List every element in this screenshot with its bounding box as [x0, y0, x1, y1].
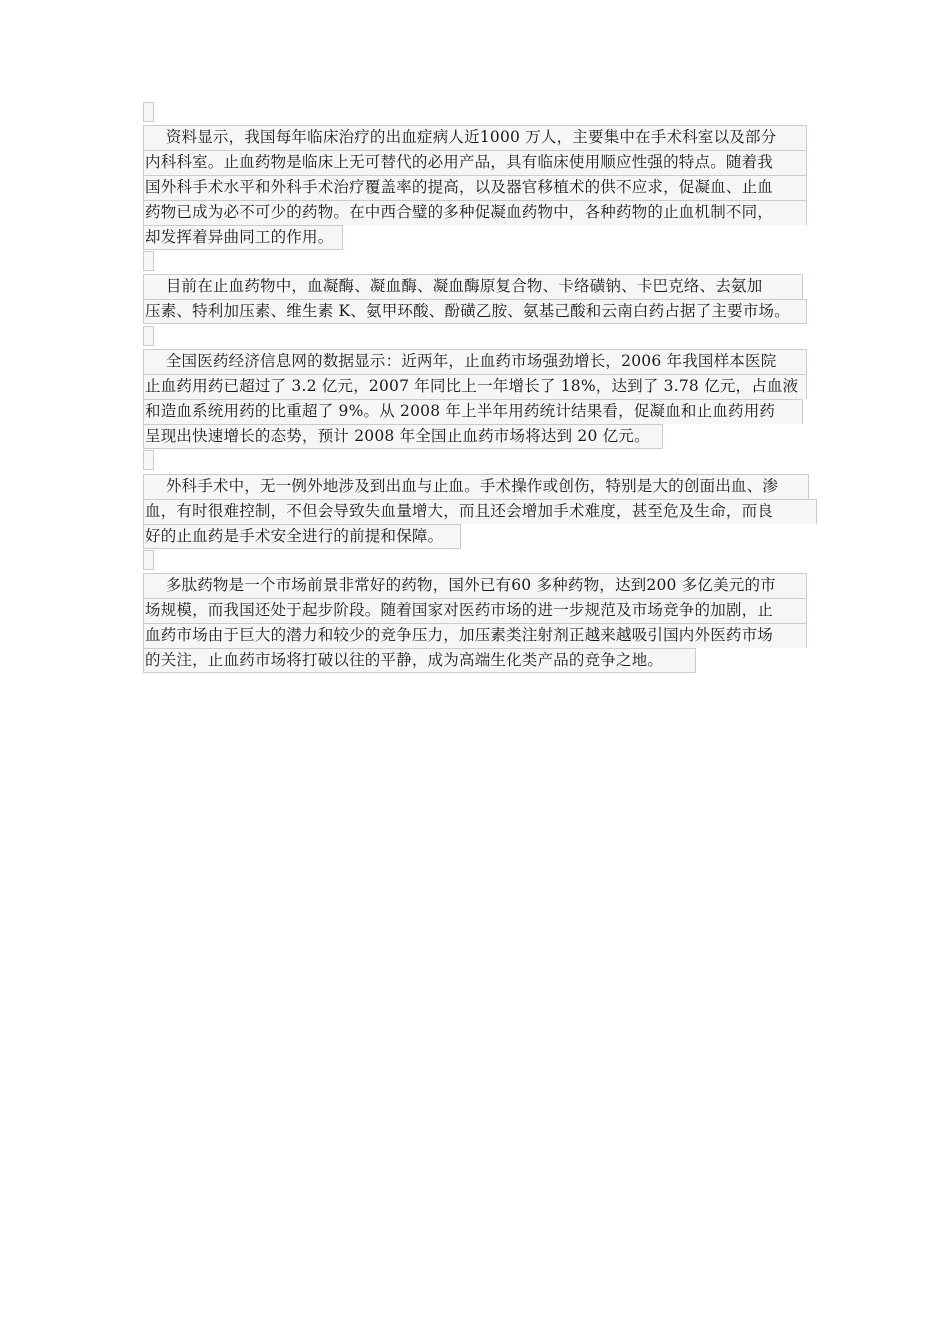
paragraph-peptide-drugs [143, 573, 807, 673]
text-line: 药物已成为必不可少的药物。在中西合璧的多种促凝血药物中，各种药物的止血机制不同， [143, 200, 807, 225]
paragraph-main-drugs [143, 274, 807, 324]
text-line: 资料显示，我国每年临床治疗的出血症病人近1000 万人，主要集中在手术科室以及部分 [143, 125, 807, 150]
text-line: 目前在止血药物中，血凝酶、凝血酶、凝血酶原复合物、卡络磺钠、卡巴克络、去氨加 [143, 274, 803, 299]
text-line: 压素、特利加压素、维生素 K、氨甲环酸、酚磺乙胺、氨基己酸和云南白药占据了主要市场。 [143, 299, 807, 324]
text-line: 场规模，而我国还处于起步阶段。随着国家对医药市场的进一步规范及市场竞争的加剧，止 [143, 598, 807, 623]
paragraph-market-data [143, 349, 807, 449]
text-line: 血药市场由于巨大的潜力和较少的竞争压力，加压素类注射剂正越来越吸引国内外医药市场 [143, 623, 807, 648]
paragraph-hemostatic-demand [143, 125, 807, 250]
text-line: 外科手术中，无一例外地涉及到出血与止血。手术操作或创伤，特别是大的创面出血、渗 [143, 474, 809, 499]
text-line: 多肽药物是一个市场前景非常好的药物，国外已有60 多种药物，达到200 多亿美元的市 [143, 573, 807, 598]
text-line: 的关注，止血药市场将打破以往的平静，成为高端生化类产品的竞争之地。 [143, 648, 696, 673]
empty-paragraph-marker [143, 450, 154, 470]
paragraph-surgery [143, 474, 817, 549]
text-line: 和造血系统用药的比重超了 9%。从 2008 年上半年用药统计结果看，促凝血和止血药用药 [143, 399, 803, 424]
text-line: 止血药用药已超过了 3.2 亿元，2007 年同比上一年增长了 18%，达到了 3.78 亿元，占血液 [143, 374, 807, 399]
empty-paragraph-marker [143, 102, 154, 122]
text-line: 国外科手术水平和外科手术治疗覆盖率的提高，以及器官移植术的供不应求，促凝血、止血 [143, 175, 807, 200]
text-line: 好的止血药是手术安全进行的前提和保障。 [143, 524, 461, 549]
empty-paragraph-marker [143, 251, 154, 271]
text-line: 血，有时很难控制，不但会导致失血量增大，而且还会增加手术难度，甚至危及生命，而良 [143, 499, 817, 524]
text-line: 内科科室。止血药物是临床上无可替代的必用产品，具有临床使用顺应性强的特点。随着我 [143, 150, 807, 175]
text-line: 呈现出快速增长的态势，预计 2008 年全国止血药市场将达到 20 亿元。 [143, 424, 663, 449]
text-line: 却发挥着异曲同工的作用。 [143, 225, 343, 250]
empty-paragraph-marker [143, 326, 154, 346]
empty-paragraph-marker [143, 550, 154, 570]
text-line: 全国医药经济信息网的数据显示：近两年，止血药市场强劲增长，2006 年我国样本医院 [143, 349, 807, 374]
